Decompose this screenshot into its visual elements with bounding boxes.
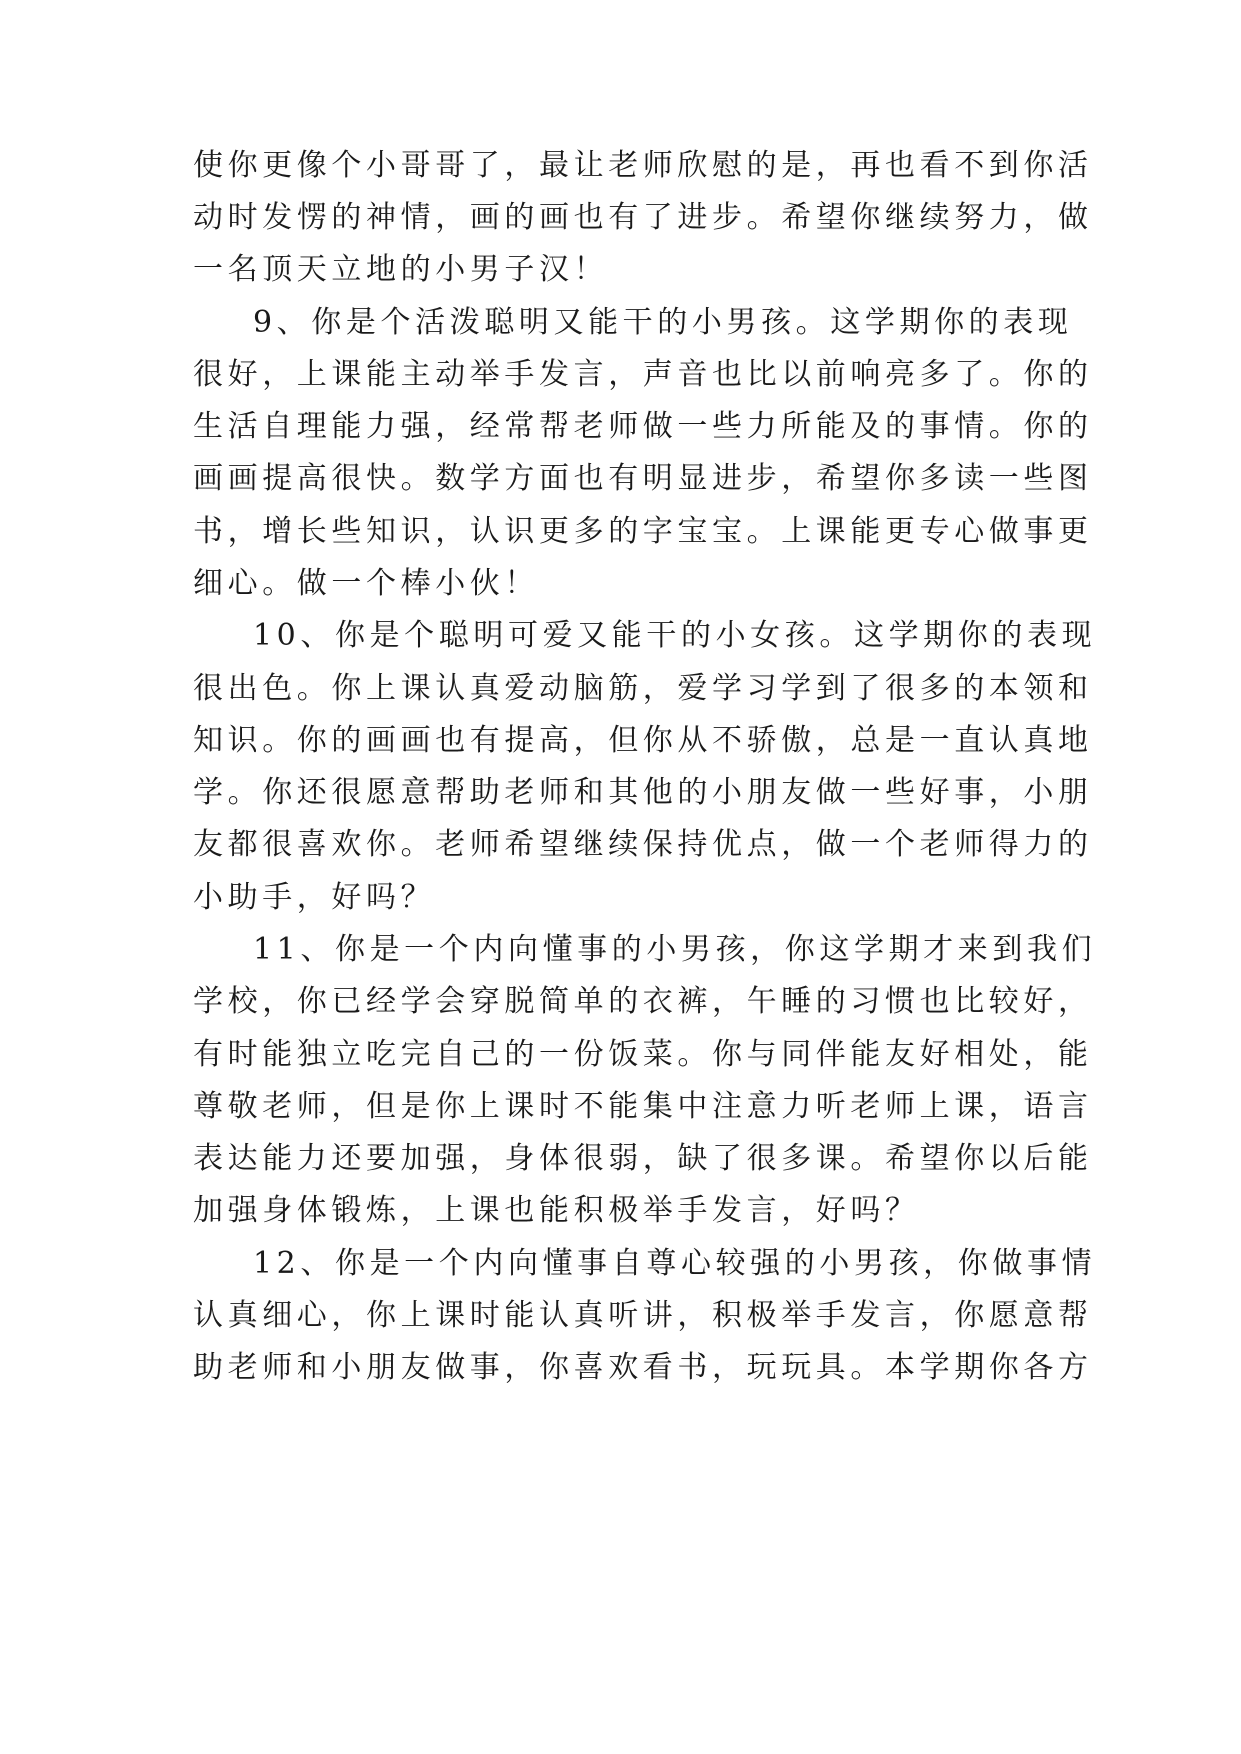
- paragraph-11-line-3: 有时能独立吃完自己的一份饭菜。你与同伴能友好相处，能: [193, 1037, 1093, 1072]
- paragraph-11-line-1: 11、你是一个内向懂事的小男孩，你这学期才来到我们: [253, 932, 1097, 967]
- paragraph-12-line-1: 12、你是一个内向懂事自尊心较强的小男孩，你做事情: [253, 1246, 1097, 1281]
- paragraph-10-line-3: 知识。你的画画也有提高，但你从不骄傲，总是一直认真地: [193, 723, 1093, 758]
- text-line-1: 使你更像个小哥哥了，最让老师欣慰的是，再也看不到你活: [193, 148, 1093, 183]
- paragraph-9-line-3: 生活自理能力强，经常帮老师做一些力所能及的事情。你的: [193, 409, 1093, 444]
- paragraph-9-line-1: 9、你是个活泼聪明又能干的小男孩。这学期你的表现: [253, 305, 1073, 340]
- paragraph-11-line-6: 加强身体锻炼，上课也能积极举手发言，好吗？: [193, 1193, 920, 1228]
- paragraph-11-line-4: 尊敬老师，但是你上课时不能集中注意力听老师上课，语言: [193, 1089, 1093, 1124]
- paragraph-10-line-5: 友都很喜欢你。老师希望继续保持优点，做一个老师得力的: [193, 827, 1093, 862]
- paragraph-10-line-6: 小助手，好吗？: [193, 880, 436, 915]
- paragraph-9-line-5: 书，增长些知识，认识更多的字宝宝。上课能更专心做事更: [193, 514, 1093, 549]
- paragraph-10-line-4: 学。你还很愿意帮助老师和其他的小朋友做一些好事，小朋: [193, 775, 1093, 810]
- paragraph-10-line-2: 很出色。你上课认真爱动脑筋，爱学习学到了很多的本领和: [193, 671, 1093, 706]
- paragraph-10-line-1: 10、你是个聪明可爱又能干的小女孩。这学期你的表现: [253, 618, 1097, 653]
- paragraph-9-line-2: 很好，上课能主动举手发言，声音也比以前响亮多了。你的: [193, 357, 1093, 392]
- paragraph-9-line-4: 画画提高很快。数学方面也有明显进步，希望你多读一些图: [193, 461, 1093, 496]
- text-line-3: 一名顶天立地的小男子汉！: [193, 252, 609, 287]
- paragraph-12-line-3: 助老师和小朋友做事，你喜欢看书，玩玩具。本学期你各方: [193, 1350, 1093, 1385]
- paragraph-11-line-5: 表达能力还要加强，身体很弱，缺了很多课。希望你以后能: [193, 1141, 1093, 1176]
- text-line-2: 动时发愣的神情，画的画也有了进步。希望你继续努力，做: [193, 200, 1093, 235]
- paragraph-11-line-2: 学校，你已经学会穿脱简单的衣裤，午睡的习惯也比较好，: [193, 984, 1093, 1019]
- paragraph-9-line-6: 细心。做一个棒小伙！: [193, 566, 539, 601]
- paragraph-12-line-2: 认真细心，你上课时能认真听讲，积极举手发言，你愿意帮: [193, 1298, 1093, 1333]
